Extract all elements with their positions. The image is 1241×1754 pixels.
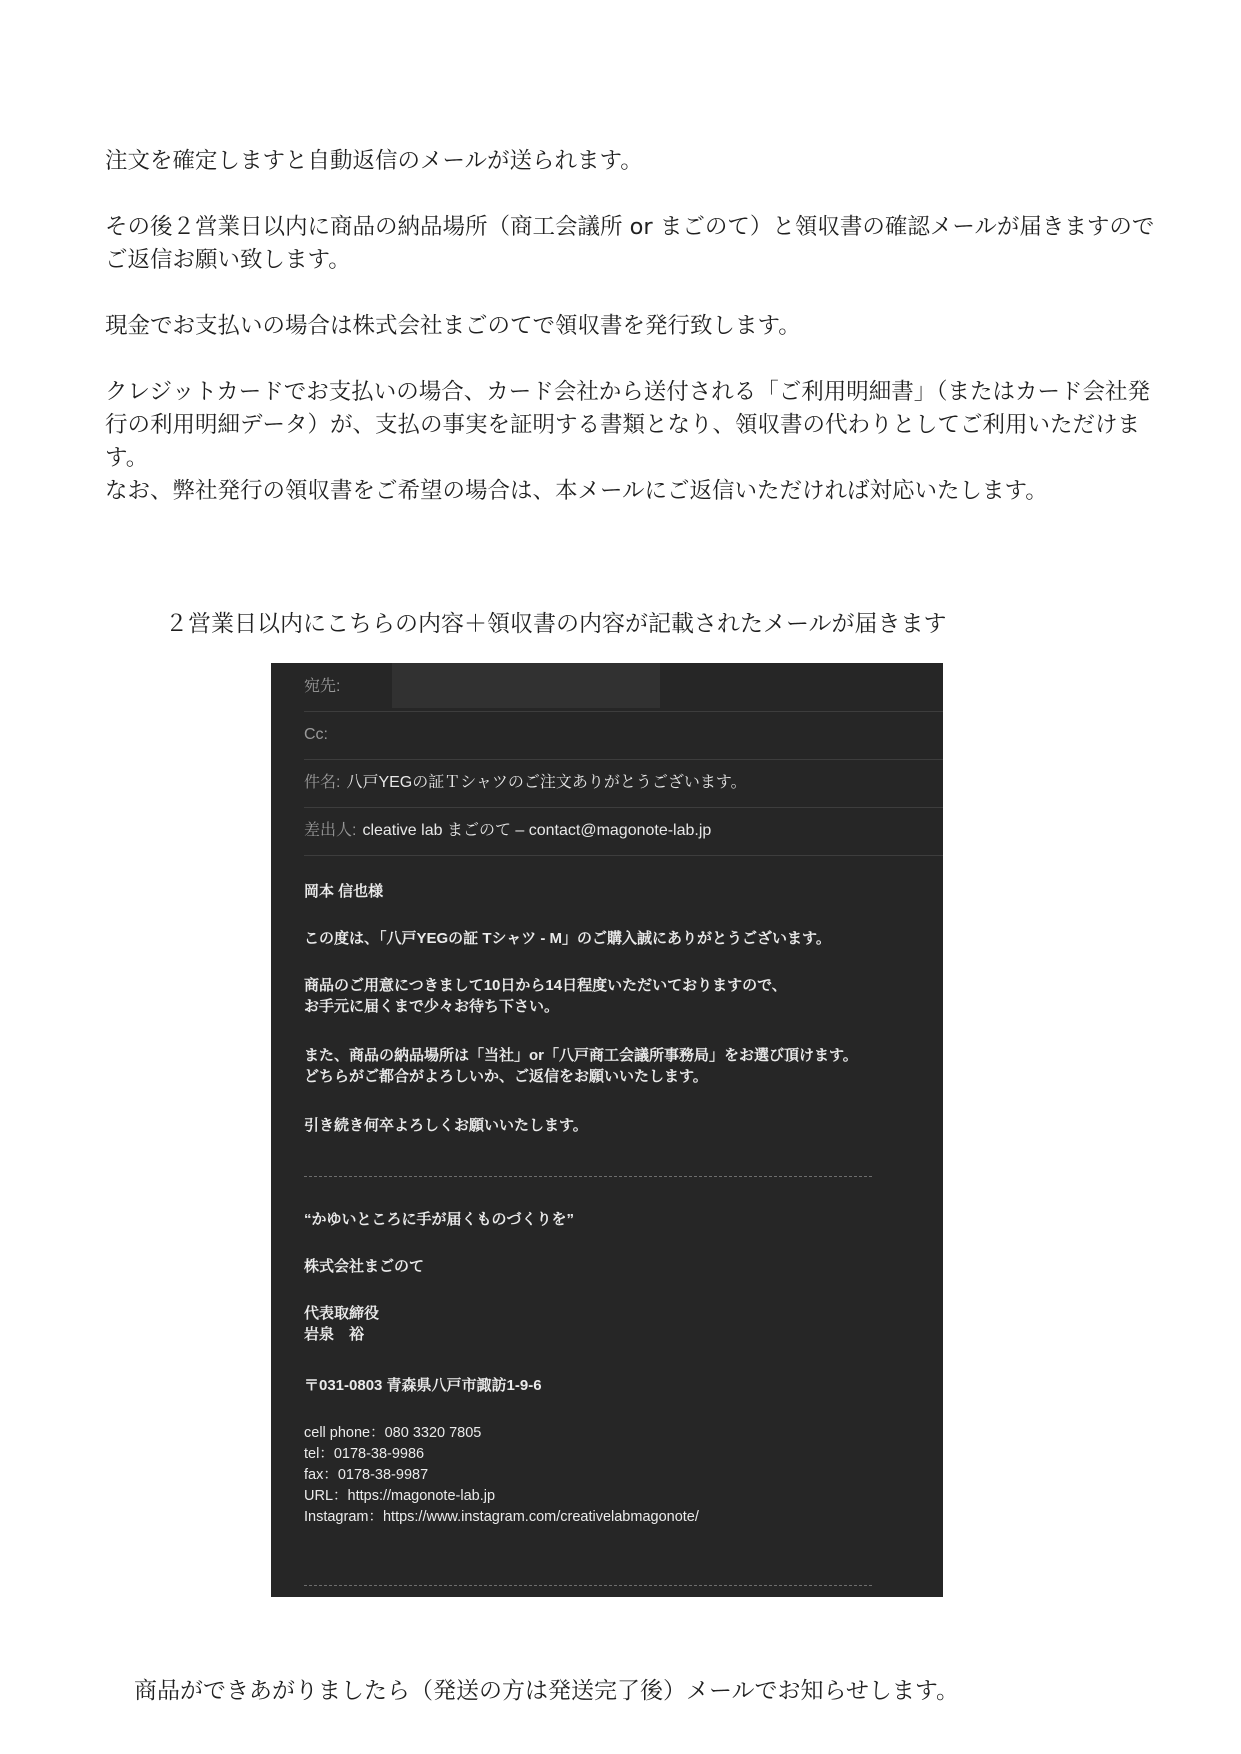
intro-paragraph-1: 注文を確定しますと自動返信のメールが送られます。 bbox=[105, 148, 643, 174]
email-screenshot bbox=[271, 663, 943, 1597]
cc-label: Cc: bbox=[304, 726, 328, 743]
subject-value: 八戸YEGの証Ｔシャツのご注文ありがとうございます。 bbox=[346, 774, 747, 791]
from-row bbox=[304, 807, 943, 856]
intro-paragraph-3: 現金でお支払いの場合は株式会社まごのてで領収書を発行致します。 bbox=[105, 313, 801, 339]
email-caption: ２営業日以内にこちらの内容＋領収書の内容が記載されたメールが届きます bbox=[165, 611, 947, 637]
intro-paragraph-4: クレジットカードでお支払いの場合、カード会社から送付される「ご利用明細書」（またはカード会社発行の利用明細データ）が、支払の事実を証明する書類となり、領収書の代わりとしてご利用いただけます。 なお、弊社発行の領収書をご希望の場合は、本メールにご返信いただければ対応いたします。 bbox=[105, 379, 1151, 504]
signature-tagline: “かゆいところに手が届くものづくりを” bbox=[304, 1211, 575, 1228]
email-line-1: この度は、「八戸YEGの証 Tシャツ - M」のご購入誠にありがとうございます。 bbox=[304, 930, 831, 947]
intro-text bbox=[105, 145, 1165, 508]
to-row bbox=[304, 663, 943, 712]
email-greeting: 岡本 信也様 bbox=[304, 883, 384, 900]
signature-divider-top bbox=[304, 1176, 872, 1177]
from-label: 差出人: bbox=[304, 822, 357, 839]
subject-row bbox=[304, 759, 943, 808]
email-line-4: 引き続き何卒よろしくお願いいたします。 bbox=[304, 1117, 588, 1134]
signature-company: 株式会社まごのて bbox=[304, 1258, 425, 1275]
email-line-3: また、商品の納品場所は「当社」or「八戸商工会議所事務局」をお選び頂けます。 どちらがご都合がよろしいか、ご返信をお願いいたします。 bbox=[304, 1047, 858, 1085]
intro-paragraph-2: その後２営業日以内に商品の納品場所（商工会議所 or まごのて）と領収書の確認メールが届きますのでご返信お願い致します。 bbox=[105, 214, 1155, 273]
cc-row bbox=[304, 711, 943, 760]
signature-title-name: 代表取締役 岩泉 裕 bbox=[304, 1305, 380, 1343]
from-value: cleative lab まごのて – contact@magonote-lab.jp bbox=[362, 822, 712, 839]
signature-address: 〒031-0803 青森県八戸市諏訪1-9-6 bbox=[304, 1377, 542, 1394]
signature-contacts: cell phone：080 3320 7805 tel：0178-38-9986 fax：0178-38-9987 URL：https://magonote-lab.jp Instagram：https://www.instagram.com/creativelabmagonote/ bbox=[304, 1425, 699, 1525]
signature-divider-bottom bbox=[304, 1585, 872, 1586]
footer-note: 商品ができあがりましたら（発送の方は発送完了後）メールでお知らせします。 bbox=[134, 1678, 960, 1704]
recipient-redacted bbox=[392, 663, 660, 708]
to-label: 宛先: bbox=[304, 678, 341, 695]
subject-label: 件名: bbox=[304, 774, 341, 791]
email-line-2: 商品のご用意につきまして10日から14日程度いただいておりますので、 お手元に届くまで少々お待ち下さい。 bbox=[304, 977, 787, 1015]
